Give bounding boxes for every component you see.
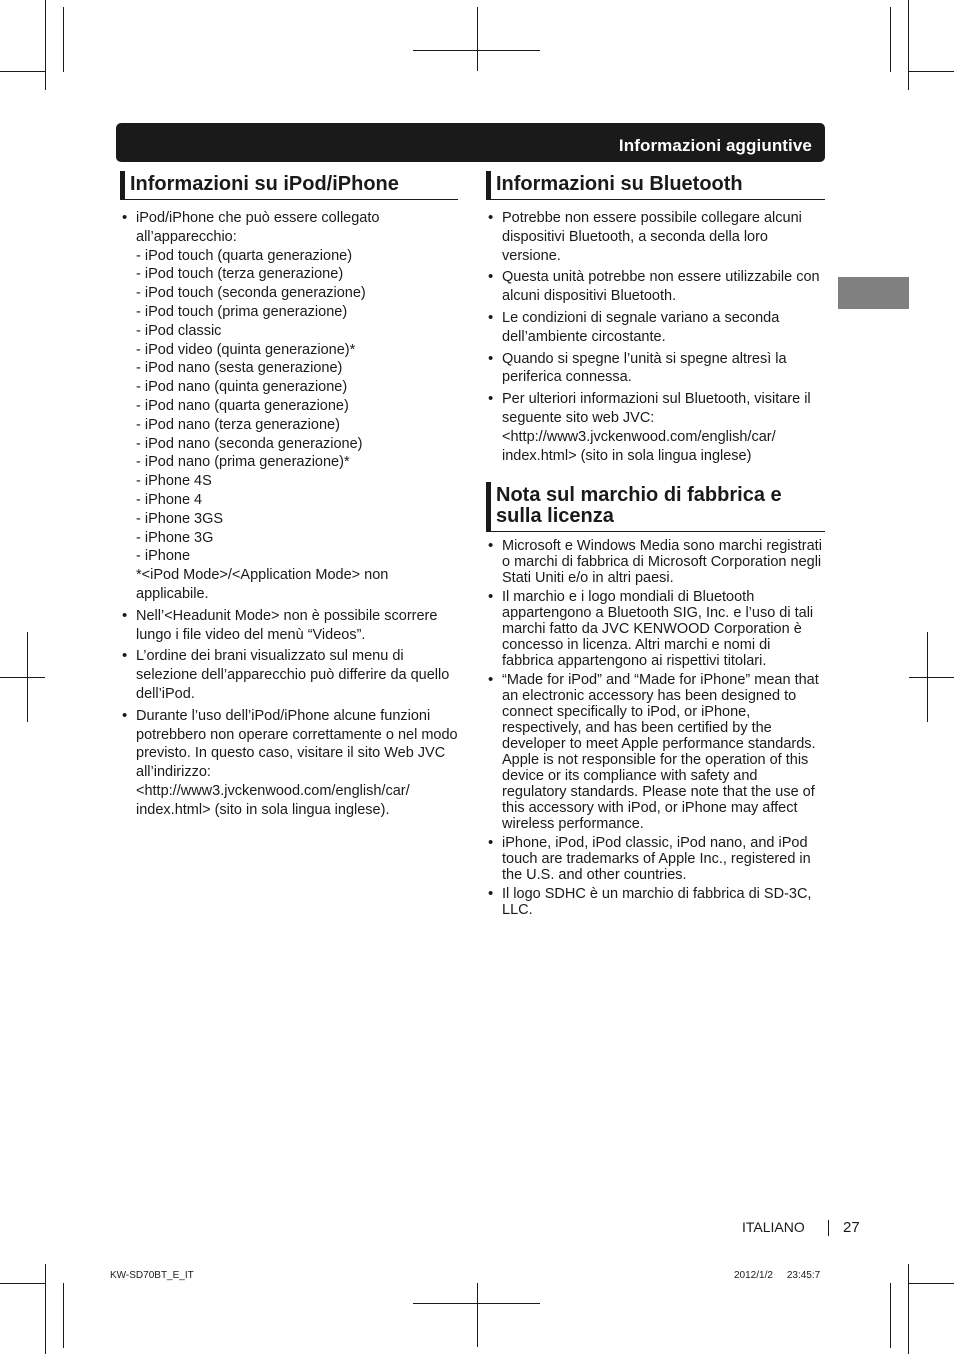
- ipod-model: - iPod nano (terza generazione): [136, 416, 340, 433]
- bluetooth-list: [486, 209, 825, 465]
- print-timestamp: 2012/1/2 23:45:7: [734, 1270, 821, 1281]
- bluetooth-bullet: • Le condizioni di segnale variano a seconda dell’ambiente circostante.: [486, 309, 825, 347]
- bluetooth-bullet: • Questa unità potrebbe non essere utilizzabile con alcuni dispositivi Bluetooth.: [486, 268, 825, 306]
- trademark-list: [486, 538, 825, 918]
- right-column: [486, 171, 825, 921]
- ipod-compat-item: [120, 209, 458, 604]
- bluetooth-section: [486, 171, 825, 465]
- language-side-tab: [838, 277, 909, 309]
- ipod-model: - iPod video (quinta generazione)*: [136, 341, 356, 358]
- ipod-footnote: *<iPod Mode>/<Application Mode> non applicabile.: [136, 567, 389, 602]
- ipod-model: - iPhone: [136, 548, 191, 565]
- ipod-compat-intro: • iPod/iPhone che può essere collegato all’apparecchio:: [136, 210, 380, 245]
- trademark-heading: Nota sul marchio di fabbrica e sulla licenza: [486, 482, 825, 532]
- trademark-section: [486, 482, 825, 918]
- bluetooth-bullet: • Per ulteriori informazioni sul Bluetooth, visitare il seguente sito web JVC: <http://www3.jvckenwood.com/english/car/ index.html> (sito in sola lingua inglese): [486, 390, 825, 465]
- bluetooth-heading: Informazioni su Bluetooth: [486, 171, 825, 200]
- ipod-model: - iPod nano (prima generazione)*: [136, 454, 350, 471]
- ipod-model: - iPhone 3G: [136, 529, 214, 546]
- ipod-model: - iPod nano (quinta generazione): [136, 379, 348, 396]
- ipod-model: - iPod touch (terza generazione): [136, 266, 344, 283]
- page-number: 27: [843, 1219, 860, 1236]
- ipod-bullet: • L’ordine dei brani visualizzato sul menu di selezione dell’apparecchio può differire da quello dell’iPod.: [120, 647, 458, 703]
- bluetooth-bullet: • Potrebbe non essere possibile collegare alcuni dispositivi Bluetooth, a seconda della loro versione.: [486, 209, 825, 265]
- ipod-model: - iPod classic: [136, 322, 222, 339]
- ipod-model: - iPod touch (prima generazione): [136, 303, 348, 320]
- footer-divider: [828, 1220, 829, 1236]
- footer-language: ITALIANO: [742, 1219, 805, 1235]
- trademark-bullet: • Microsoft e Windows Media sono marchi registrati o marchi di fabbrica di Microsoft Corporation negli Stati Uniti e/o in altri paesi.: [486, 538, 825, 586]
- ipod-model: - iPhone 4S: [136, 473, 212, 490]
- ipod-model: - iPod nano (quarta generazione): [136, 397, 349, 414]
- ipod-heading: Informazioni su iPod/iPhone: [120, 171, 458, 200]
- trademark-bullet: • iPhone, iPod, iPod classic, iPod nano, and iPod touch are trademarks of Apple Inc., registered in the U.S. and other countries.: [486, 835, 825, 883]
- ipod-list: [120, 209, 458, 820]
- ipod-section: [120, 171, 458, 823]
- ipod-model: - iPhone 4: [136, 491, 203, 508]
- ipod-model: - iPod touch (seconda generazione): [136, 285, 366, 302]
- ipod-bullet: • Durante l’uso dell’iPod/iPhone alcune funzioni potrebbero non operare correttamente o nel modo previsto. In questo caso, visitare il sito Web JVC all’indirizzo: <http://www3.jvckenwood.com/english/car/ index.html> (sito in sola lingua inglese).: [120, 707, 458, 820]
- ipod-model: - iPod nano (sesta generazione): [136, 360, 343, 377]
- ipod-model: - iPod nano (seconda generazione): [136, 435, 363, 452]
- ipod-model: - iPhone 3GS: [136, 510, 224, 527]
- trademark-bullet: • “Made for iPod” and “Made for iPhone” mean that an electronic accessory has been designed to connect specifically to iPod, or iPhone, respectively, and has been certified by the developer to meet Apple performance standards. Apple is not responsible for the operation of this device or its compliance with safety and regulatory standards. Please note that the use of this accessory with iPod, or iPhone may affect wireless performance.: [486, 672, 825, 832]
- bluetooth-bullet: • Quando si spegne l’unità si spegne altresì la periferica connessa.: [486, 350, 825, 388]
- trademark-bullet: • Il marchio e i logo mondiali di Bluetooth appartengono a Bluetooth SIG, Inc. e l’uso di tali marchi fatto da JVC KENWOOD Corporation è concesso in licenza. Altri marchi e nomi di fabbrica appartengono ai rispettivi titolari.: [486, 589, 825, 669]
- ipod-bullet: • Nell’<Headunit Mode> non è possibile scorrere lungo i file video del menù “Videos”.: [120, 607, 458, 645]
- section-header-band: [116, 123, 825, 162]
- print-code: KW-SD70BT_E_IT: [110, 1270, 194, 1281]
- ipod-model: - iPod touch (quarta generazione): [136, 247, 353, 264]
- section-header-label: Informazioni aggiuntive: [618, 136, 812, 155]
- trademark-bullet: • Il logo SDHC è un marchio di fabbrica di SD-3C, LLC.: [486, 886, 825, 918]
